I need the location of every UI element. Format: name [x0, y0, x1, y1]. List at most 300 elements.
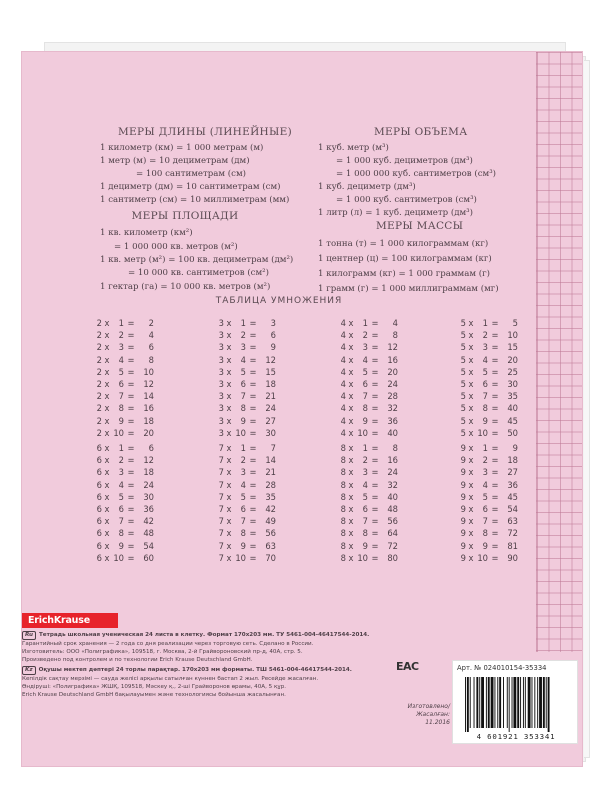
multiplier: 2 [482, 330, 488, 341]
multiplier: 2 [482, 455, 488, 466]
length-line: 1 сантиметр (см) = 10 миллиметрам (мм) [100, 195, 290, 205]
product: 30 [507, 378, 518, 389]
multiplication-row [458, 341, 518, 353]
product: 7 [270, 443, 276, 453]
times-sign: x [468, 479, 474, 490]
product: 48 [387, 503, 398, 514]
equals-sign: = [371, 318, 379, 328]
equals-sign: = [249, 443, 257, 453]
multiplicand: 2 [96, 415, 102, 426]
equals-sign: = [371, 342, 379, 353]
equals-sign: = [249, 455, 257, 466]
times-sign: x [226, 540, 232, 551]
product: 54 [507, 503, 518, 514]
made-label-line: Изготовлено/ [407, 703, 450, 710]
barcode-number: 4 601921 353341 [476, 732, 556, 741]
ru-text-block [22, 631, 369, 665]
multiplication-row [216, 402, 276, 414]
equals-sign: = [371, 427, 379, 438]
multiplication-row [216, 341, 276, 353]
product: 18 [143, 415, 154, 426]
equals-sign: = [491, 330, 499, 341]
multiplication-row [458, 491, 518, 503]
kz-badge: Kz [22, 666, 36, 675]
multiplicand: 5 [460, 330, 466, 341]
multiplicand: 9 [460, 455, 466, 466]
equals-sign: = [491, 427, 499, 438]
area-line: = 10 000 кв. сантиметров (см²) [128, 268, 269, 278]
multiplicand: 9 [460, 479, 466, 490]
multiplier: 2 [362, 455, 368, 466]
multiplicand: 7 [218, 479, 224, 490]
multiplicand: 7 [218, 491, 224, 502]
times-sign: x [468, 443, 474, 453]
mass-title: МЕРЫ МАССЫ [376, 220, 464, 232]
multiplicand: 2 [96, 366, 102, 377]
multiplicand: 9 [460, 528, 466, 539]
equals-sign: = [491, 467, 499, 478]
multiplication-row [94, 515, 154, 527]
product: 63 [265, 540, 276, 551]
product: 80 [387, 552, 398, 563]
multiplication-column-7 [216, 442, 276, 564]
equals-sign: = [249, 503, 257, 514]
times-sign: x [226, 378, 232, 389]
multiplication-row [338, 491, 398, 503]
equals-sign: = [491, 366, 499, 377]
multiplication-row [94, 503, 154, 515]
multiplicand: 6 [96, 552, 102, 563]
multiplication-row [216, 378, 276, 390]
multiplier: 4 [482, 354, 488, 365]
times-sign: x [468, 540, 474, 551]
times-sign: x [104, 391, 110, 402]
multiplication-row [216, 540, 276, 552]
article-number: Арт. № 024010154-35334 [457, 664, 547, 672]
multiplicand: 9 [460, 552, 466, 563]
equals-sign: = [127, 378, 135, 389]
multiplier: 8 [240, 528, 246, 539]
multiplication-row [458, 329, 518, 341]
multiplier: 7 [362, 516, 368, 527]
multiplication-row [338, 341, 398, 353]
multiplication-row [216, 454, 276, 466]
ru-line: Изготовитель: ООО «Полиграфика», 109518, г. Москва, 2-й Грайвороновский пр-д, 40А, стр. 5. [22, 649, 303, 656]
manufacture-date-label [384, 703, 450, 727]
equals-sign: = [371, 540, 379, 551]
product: 30 [265, 427, 276, 438]
times-sign: x [104, 403, 110, 414]
volume-line: 1 куб. дециметр (дм³) [318, 182, 416, 192]
multiplier: 1 [240, 443, 246, 453]
multiplication-row [216, 366, 276, 378]
multiplier: 3 [240, 342, 246, 353]
volume-title: МЕРЫ ОБЪЕМА [374, 126, 468, 138]
product: 16 [143, 403, 154, 414]
made-label-line: Жасалған: [416, 711, 450, 718]
multiplication-row [216, 427, 276, 439]
area-line: 1 кв. километр (км²) [100, 228, 193, 238]
multiplier: 1 [362, 318, 368, 328]
multiplicand: 7 [218, 467, 224, 478]
multiplier: 4 [118, 479, 124, 490]
multiplier: 2 [362, 330, 368, 341]
equals-sign: = [249, 467, 257, 478]
multiplicand: 8 [340, 455, 346, 466]
equals-sign: = [371, 366, 379, 377]
multiplicand: 9 [460, 467, 466, 478]
equals-sign: = [371, 467, 379, 478]
multiplier: 7 [482, 516, 488, 527]
ru-line: Тетрадь школьная ученическая 24 листа в клетку. Формат 170х203 мм. ТУ 5461-004-46417544-2014. [38, 632, 370, 638]
equals-sign: = [491, 455, 499, 466]
product: 35 [265, 491, 276, 502]
equals-sign: = [249, 318, 257, 328]
equals-sign: = [491, 503, 499, 514]
multiplicand: 8 [340, 540, 346, 551]
multiplication-row [338, 466, 398, 478]
product: 36 [507, 479, 518, 490]
times-sign: x [348, 552, 354, 563]
product: 4 [148, 330, 154, 341]
equals-sign: = [127, 415, 135, 426]
product: 48 [143, 528, 154, 539]
product: 21 [265, 391, 276, 402]
times-sign: x [348, 528, 354, 539]
multiplier: 10 [357, 552, 368, 563]
multiplicand: 6 [96, 540, 102, 551]
multiplier: 8 [240, 403, 246, 414]
multiplier: 2 [240, 455, 246, 466]
multiplication-row [458, 527, 518, 539]
product: 9 [270, 342, 276, 353]
multiplication-row [94, 378, 154, 390]
times-sign: x [348, 443, 354, 453]
times-sign: x [226, 491, 232, 502]
multiplier: 8 [362, 403, 368, 414]
multiplication-row [338, 479, 398, 491]
multiplicand: 5 [460, 415, 466, 426]
ru-line: Произведено под контролем и по технологии Erich Krause Deutschland GmbH. [22, 657, 253, 664]
equals-sign: = [249, 415, 257, 426]
times-sign: x [348, 366, 354, 377]
multiplication-row [458, 479, 518, 491]
equals-sign: = [127, 318, 135, 328]
multiplier: 9 [482, 415, 488, 426]
multiplier: 1 [118, 318, 124, 328]
times-sign: x [226, 366, 232, 377]
multiplicand: 3 [218, 403, 224, 414]
multiplication-row [216, 317, 276, 329]
multiplicand: 4 [340, 391, 346, 402]
multiplication-row [94, 390, 154, 402]
multiplicand: 5 [460, 342, 466, 353]
multiplier: 1 [482, 318, 488, 328]
product: 42 [143, 516, 154, 527]
product: 35 [507, 391, 518, 402]
product: 21 [265, 467, 276, 478]
length-line: 1 дециметр (дм) = 10 сантиметрам (см) [100, 182, 281, 192]
area-line: 1 кв. метр (м²) = 100 кв. дециметрам (дм²) [100, 255, 294, 265]
equals-sign: = [249, 403, 257, 414]
equals-sign: = [249, 330, 257, 341]
product: 20 [507, 354, 518, 365]
equals-sign: = [491, 378, 499, 389]
equals-sign: = [491, 342, 499, 353]
times-sign: x [348, 415, 354, 426]
equals-sign: = [371, 455, 379, 466]
multiplier: 6 [118, 378, 124, 389]
multiplicand: 3 [218, 354, 224, 365]
times-sign: x [226, 516, 232, 527]
multiplicand: 3 [218, 366, 224, 377]
product: 18 [143, 467, 154, 478]
multiplier: 5 [482, 491, 488, 502]
multiplication-row [458, 415, 518, 427]
multiplication-row [338, 503, 398, 515]
equals-sign: = [491, 516, 499, 527]
multiplicand: 8 [340, 491, 346, 502]
multiplier: 10 [477, 552, 488, 563]
multiplier: 8 [482, 528, 488, 539]
equals-sign: = [127, 342, 135, 353]
multiplication-row [338, 402, 398, 414]
equals-sign: = [491, 491, 499, 502]
times-sign: x [104, 342, 110, 353]
multiplier: 3 [482, 467, 488, 478]
kz-line: Кепілдік сақтау мерзімі — сауда желісі арқылы сатылған күннен бастап 2 жыл. Ресейде жасалған. [22, 676, 319, 682]
multiplicand: 9 [460, 516, 466, 527]
product: 63 [507, 516, 518, 527]
product: 40 [387, 427, 398, 438]
times-sign: x [104, 415, 110, 426]
product: 18 [265, 378, 276, 389]
multiplication-row [338, 354, 398, 366]
product: 8 [392, 330, 398, 341]
multiplicand: 8 [340, 516, 346, 527]
multiplicand: 2 [96, 330, 102, 341]
multiplication-row [216, 415, 276, 427]
times-sign: x [226, 552, 232, 563]
multiplicand: 2 [96, 427, 102, 438]
product: 72 [507, 528, 518, 539]
multiplier: 2 [118, 455, 124, 466]
barcode-icon [463, 677, 573, 732]
multiplication-row [94, 540, 154, 552]
multiplication-row [458, 366, 518, 378]
equals-sign: = [127, 443, 135, 453]
multiplier: 10 [357, 427, 368, 438]
multiplication-row [338, 540, 398, 552]
multiplicand: 8 [340, 552, 346, 563]
equals-sign: = [491, 318, 499, 328]
multiplier: 10 [477, 427, 488, 438]
multiplicand: 3 [218, 378, 224, 389]
equals-sign: = [491, 443, 499, 453]
multiplicand: 3 [218, 342, 224, 353]
kz-line: Оқушы мектеп дәптері 24 торлы парақтар. 170х203 мм форматы. ТШ 5461-004-46417544-2014. [38, 667, 352, 673]
multiplier: 1 [118, 443, 124, 453]
product: 70 [265, 552, 276, 563]
multiplicand: 7 [218, 503, 224, 514]
multiplicand: 6 [96, 479, 102, 490]
multiplicand: 6 [96, 455, 102, 466]
multiplier: 5 [240, 366, 246, 377]
multiplication-column-6 [94, 442, 154, 564]
multiplicand: 3 [218, 427, 224, 438]
equals-sign: = [371, 415, 379, 426]
multiplicand: 6 [96, 503, 102, 514]
volume-line: = 1 000 куб. дециметров (дм³) [336, 156, 473, 166]
product: 27 [265, 415, 276, 426]
equals-sign: = [371, 552, 379, 563]
eac-mark: EAC [396, 660, 419, 673]
product: 24 [387, 467, 398, 478]
volume-line: 1 куб. метр (м³) [318, 143, 389, 153]
multiplier: 1 [362, 443, 368, 453]
multiplicand: 5 [460, 378, 466, 389]
multiplication-row [338, 329, 398, 341]
equals-sign: = [127, 427, 135, 438]
multiplication-row [458, 552, 518, 564]
mass-line: 1 килограмм (кг) = 1 000 граммам (г) [318, 269, 490, 279]
equals-sign: = [371, 443, 379, 453]
equals-sign: = [127, 503, 135, 514]
multiplicand: 4 [340, 354, 346, 365]
multiplication-row [94, 415, 154, 427]
times-sign: x [104, 366, 110, 377]
equals-sign: = [371, 354, 379, 365]
multiplication-row [216, 354, 276, 366]
times-sign: x [104, 540, 110, 551]
multiplicand: 8 [340, 503, 346, 514]
multiplicand: 9 [460, 503, 466, 514]
product: 36 [143, 503, 154, 514]
multiplier: 10 [113, 552, 124, 563]
equals-sign: = [127, 467, 135, 478]
multiplicand: 6 [96, 467, 102, 478]
multiplier: 3 [362, 467, 368, 478]
equals-sign: = [491, 479, 499, 490]
product: 20 [143, 427, 154, 438]
equals-sign: = [491, 552, 499, 563]
multiplier: 7 [118, 516, 124, 527]
ru-badge: Ru [22, 631, 36, 640]
multiplicand: 4 [340, 330, 346, 341]
product: 12 [265, 354, 276, 365]
times-sign: x [468, 366, 474, 377]
equals-sign: = [249, 540, 257, 551]
multiplier: 8 [482, 403, 488, 414]
times-sign: x [348, 403, 354, 414]
multiplication-row [458, 378, 518, 390]
multiplier: 4 [240, 354, 246, 365]
multiplicand: 3 [218, 415, 224, 426]
product: 45 [507, 491, 518, 502]
multiplier: 6 [362, 503, 368, 514]
equals-sign: = [249, 479, 257, 490]
multiplier: 8 [118, 403, 124, 414]
multiplier: 5 [362, 491, 368, 502]
multiplier: 1 [482, 443, 488, 453]
paper-sheet-edge [584, 60, 590, 758]
multiplication-row [216, 491, 276, 503]
times-sign: x [348, 540, 354, 551]
multiplication-row [216, 515, 276, 527]
multiplicand: 9 [460, 443, 466, 453]
multiplicand: 8 [340, 528, 346, 539]
multiplier: 5 [118, 366, 124, 377]
multiplication-row [94, 552, 154, 564]
times-sign: x [468, 467, 474, 478]
multiplicand: 4 [340, 342, 346, 353]
multiplier: 7 [482, 391, 488, 402]
equals-sign: = [249, 552, 257, 563]
multiplicand: 4 [340, 403, 346, 414]
multiplicand: 7 [218, 516, 224, 527]
mass-line: 1 грамм (г) = 1 000 миллиграммам (мг) [318, 284, 499, 294]
product: 36 [387, 415, 398, 426]
equals-sign: = [371, 528, 379, 539]
product: 64 [387, 528, 398, 539]
multiplier: 4 [482, 479, 488, 490]
multiplicand: 2 [96, 378, 102, 389]
multiplication-row [458, 317, 518, 329]
equals-sign: = [127, 479, 135, 490]
multiplication-column-4 [338, 317, 398, 439]
multiplier: 5 [240, 491, 246, 502]
product: 9 [512, 443, 518, 453]
equals-sign: = [249, 354, 257, 365]
multiplier: 3 [118, 467, 124, 478]
multiplication-row [216, 503, 276, 515]
multiplication-row [94, 329, 154, 341]
times-sign: x [104, 318, 110, 328]
multiplicand: 8 [340, 443, 346, 453]
product: 30 [143, 491, 154, 502]
product: 40 [387, 491, 398, 502]
times-sign: x [104, 378, 110, 389]
equals-sign: = [127, 491, 135, 502]
product: 6 [148, 342, 154, 353]
multiplication-row [216, 390, 276, 402]
multiplier: 7 [240, 391, 246, 402]
multiplication-row [216, 466, 276, 478]
product: 49 [265, 516, 276, 527]
multiplier: 9 [240, 540, 246, 551]
times-sign: x [468, 403, 474, 414]
kz-line: Өндіруші: «Полиграфика» ЖШҚ, 109518, Мәскеу қ., 2-ші Грайворонов өрамы, 40А, 5 құр. [22, 684, 287, 691]
times-sign: x [348, 330, 354, 341]
length-line: = 100 сантиметрам (см) [136, 169, 246, 179]
times-sign: x [468, 378, 474, 389]
equals-sign: = [127, 540, 135, 551]
equals-sign: = [127, 516, 135, 527]
multiplication-row [338, 527, 398, 539]
equals-sign: = [249, 366, 257, 377]
multiplicand: 5 [460, 391, 466, 402]
times-sign: x [348, 455, 354, 466]
product: 2 [148, 318, 154, 328]
times-sign: x [226, 528, 232, 539]
times-sign: x [226, 455, 232, 466]
multiplicand: 9 [460, 491, 466, 502]
multiplier: 4 [362, 354, 368, 365]
times-sign: x [468, 318, 474, 328]
multiplicand: 5 [460, 366, 466, 377]
multiplicand: 2 [96, 403, 102, 414]
multiplication-row [338, 415, 398, 427]
